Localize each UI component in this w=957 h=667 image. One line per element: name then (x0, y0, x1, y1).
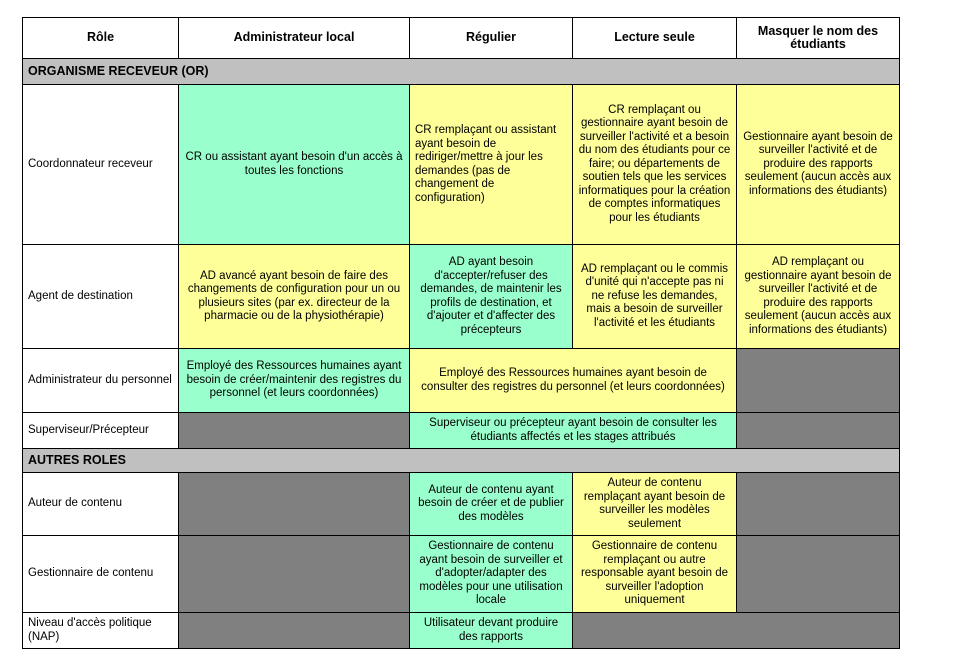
section-title-or: ORGANISME RECEVEUR (OR) (23, 59, 900, 85)
table-row (23, 413, 900, 449)
cell-auteur-lecture-seule: Auteur de contenu remplaçant ayant besoin de surveiller les modèles seulement (573, 473, 737, 536)
cell-coordonnateur-admin-local: CR ou assistant ayant besoin d'un accès à toutes les fonctions (179, 85, 410, 245)
cell-coordonnateur-masquer: Gestionnaire ayant besoin de surveiller l'activité et de produire des rapports seulement (aucun accès aux informations des étudiants) (737, 85, 900, 245)
section-title-autres: AUTRES ROLES (23, 449, 900, 473)
cell-agent-admin-local: AD avancé ayant besoin de faire des changements de configuration pour un ou plusieurs sites (par ex. directeur de la pharmacie ou de la physiothérapie) (179, 245, 410, 349)
cell-gestionnaire-masquer (737, 536, 900, 613)
cell-coordonnateur-lecture-seule: CR remplaçant ou gestionnaire ayant besoin de surveiller l'activité et a besoin du nom des étudiants pour ce faire; ou départements de soutien tels que les services informatiques pour la création de comptes informatiques pour les étudiants (573, 85, 737, 245)
role-agent: Agent de destination (23, 245, 179, 349)
table-row (23, 473, 900, 536)
table-row (23, 613, 900, 649)
table-row (23, 245, 900, 349)
role-coordonnateur: Coordonnateur receveur (23, 85, 179, 245)
cell-agent-lecture-seule: AD remplaçant ou le commis d'unité qui n'accepte pas ni ne refuse les demandes, mais a besoin de surveiller l'activité et les étudiants (573, 245, 737, 349)
role-admin-personnel: Administrateur du personnel (23, 349, 179, 413)
cell-superviseur-admin-local (179, 413, 410, 449)
role-auteur: Auteur de contenu (23, 473, 179, 536)
cell-gestionnaire-lecture-seule: Gestionnaire de contenu remplaçant ou autre responsable ayant besoin de surveiller l'adoption uniquement (573, 536, 737, 613)
header-role: Rôle (23, 18, 179, 59)
header-masquer: Masquer le nom des étudiants (737, 18, 900, 59)
table-row (23, 536, 900, 613)
cell-gestionnaire-regulier: Gestionnaire de contenu ayant besoin de surveiller et d'adopter/adapter des modèles pour une utilisation locale (410, 536, 573, 613)
role-gestionnaire-contenu: Gestionnaire de contenu (23, 536, 179, 613)
cell-auteur-regulier: Auteur de contenu ayant besoin de créer et de publier des modèles (410, 473, 573, 536)
cell-superviseur-masquer (737, 413, 900, 449)
cell-admin-personnel-regulier-lecture: Employé des Ressources humaines ayant besoin de consulter des registres du personnel (et leurs coordonnées) (410, 349, 737, 413)
table-row (23, 349, 900, 413)
cell-superviseur-regulier-lecture: Superviseur ou précepteur ayant besoin de consulter les étudiants affectés et les stages attribués (410, 413, 737, 449)
table-row (23, 85, 900, 245)
cell-admin-personnel-admin-local: Employé des Ressources humaines ayant besoin de créer/maintenir des registres du personnel (et leurs coordonnées) (179, 349, 410, 413)
cell-agent-masquer: AD remplaçant ou gestionnaire ayant besoin de surveiller l'activité et de produire des rapports seulement (aucun accès aux informations des étudiants) (737, 245, 900, 349)
header-admin-local: Administrateur local (179, 18, 410, 59)
cell-nap-lecture-masquer (573, 613, 900, 649)
role-nap: Niveau d'accès politique (NAP) (23, 613, 179, 649)
header-lecture-seule: Lecture seule (573, 18, 737, 59)
cell-nap-admin-local (179, 613, 410, 649)
header-row (23, 18, 900, 59)
header-regulier: Régulier (410, 18, 573, 59)
cell-auteur-admin-local (179, 473, 410, 536)
section-row-autres (23, 449, 900, 473)
cell-agent-regulier: AD ayant besoin d'accepter/refuser des demandes, de maintenir les profils de destination, et d'ajouter et d'affecter des précepteurs (410, 245, 573, 349)
cell-auteur-masquer (737, 473, 900, 536)
cell-admin-personnel-masquer (737, 349, 900, 413)
roles-table (22, 17, 900, 649)
role-superviseur: Superviseur/Précepteur (23, 413, 179, 449)
section-row-or (23, 59, 900, 85)
cell-nap-regulier: Utilisateur devant produire des rapports (410, 613, 573, 649)
cell-gestionnaire-admin-local (179, 536, 410, 613)
cell-coordonnateur-regulier: CR remplaçant ou assistant ayant besoin de rediriger/mettre à jour les demandes (pas de changement de configuration) (410, 85, 573, 245)
